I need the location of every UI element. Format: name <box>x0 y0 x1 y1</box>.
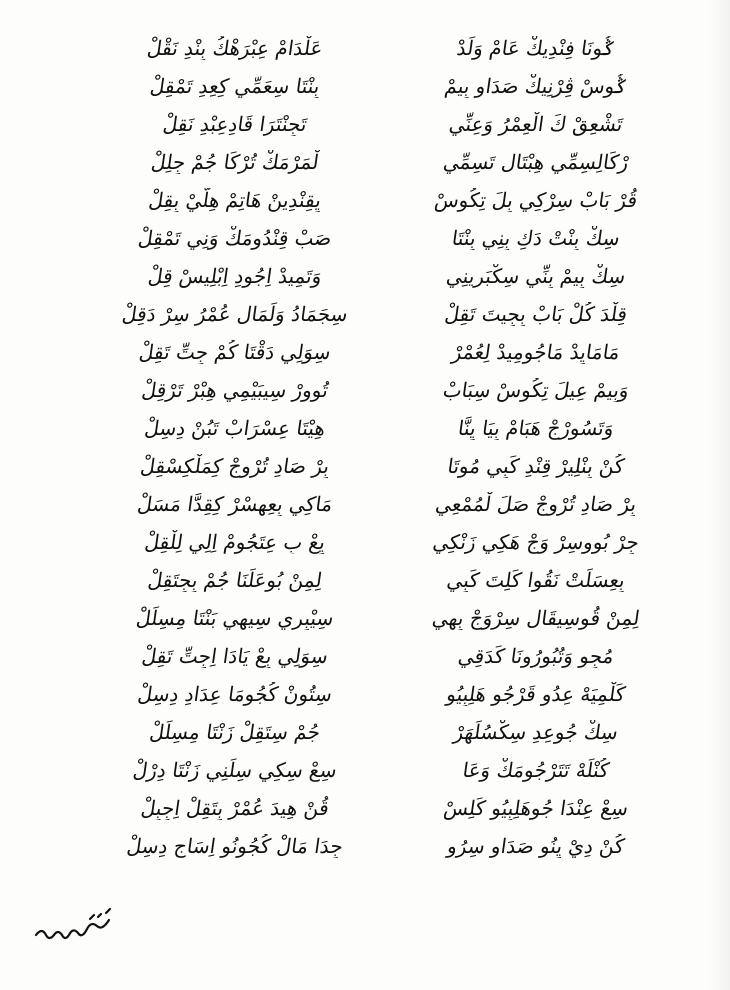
verse-2-right: ݣُوسْ ڤِرْنِيكْ صَدَاوِ بِيمْ <box>443 74 629 98</box>
verse-14-right: جِرْ بُووِسِرْ وَجْ هَكِي زَنْكِي <box>431 530 641 554</box>
verse-21-right: سِعْ عِنْدَا جُوهَلِبِيُو كَلِسْ <box>442 796 630 820</box>
verse-21-left: قُنْ هِيدَ عُمْرْ بِتَقِلْ اِجِبِلْ <box>139 796 331 820</box>
verse-10-right: وَبِيمْ عِيلَ تِكُوسْ سِبَابْ <box>441 378 631 402</box>
verse-5-left: يِقِنْدِينْ هَاتِمْ هِلَّيْ بِقِلْ <box>147 188 323 212</box>
verse-19-left: جُمْ سِتَقِلْ زَنْتَا مِسِلَلْ <box>148 720 322 744</box>
verse-2-left: بِنْتَا سِعَمِّي كِعِدِ تَمْقِلْ <box>148 74 322 98</box>
verse-6-left: صَبْ قِنْدُومَكْ وَنِي تَمْقِلْ <box>136 226 334 250</box>
verse-15-right: بِعِسَلَتْ نَقُوا كَلِتَ كَبِي <box>445 568 627 592</box>
verse-19-right: سِكْ جُوعِدِ سِكْسُلَهَرْ <box>452 720 620 744</box>
verse-13-left: مَاكِي بِعِهِسْرْ كِقِدَّا مَسَلْ <box>135 492 335 516</box>
verse-18-right: كَلْمِيَهْ عِدُو قَرْجُو هَلِبِيُو <box>445 682 627 706</box>
verse-3-right: تَشْعِقْ كَ الْعِمْرُ وَعِنِّي <box>447 112 625 136</box>
verse-12-left: بِرْ صَادِ تُرْوِجْ كِمَلْكِسْقِلْ <box>138 454 332 478</box>
verse-13-right: بِرْ صَادِ تُرْوِجْ صَلَ لْمُمْعِي <box>433 492 639 516</box>
verse-9-left: سِوَلِي دَقْتَا كُمْ جِتِّ تَقِلْ <box>137 340 333 364</box>
verse-1-left: عَلْدَامْ عِبْرَهْكُ بِنْدِ نَقْلْ <box>145 36 325 60</box>
handwritten-signature <box>28 905 133 955</box>
verse-16-left: سِيْبِرِي سِيهِي بَنْتَا مِسِلَلْ <box>134 606 336 630</box>
verse-12-right: كُنْ بِنْلِيرْ قِنْدِ كَبِي مُوتَا <box>446 454 626 478</box>
verse-14-left: يِعْ بِ عِتَجُومْ اِلِي لِلْقِلْ <box>143 530 327 554</box>
verse-22-right: كُنْ دِيْ يِنُو صَدَاوِ سِرُو <box>445 834 627 858</box>
verse-18-left: سِتُونْ كُجُومَا عِدَادِ دِسِلْ <box>136 682 334 706</box>
signature-mark <box>28 905 133 955</box>
verse-20-right: كُنْلَهْ تَتَرْجُومَكْ وَعَا <box>461 758 611 782</box>
verse-16-right: لِمِنْ قُوسِيقَالِ سِرْوَجْ بِهِي <box>430 606 642 630</box>
verse-9-right: مَامَايِدْ مَاجُومِيدْ لِعُمْرْ <box>450 340 622 364</box>
verse-17-right: مُجِو وَتُبُورُونَا كَدَقِي <box>456 644 616 668</box>
verse-8-left: سِجَمَادُ وَلَمَالِ عُمْرُ سِرْ دَقِلْ <box>120 302 350 326</box>
verse-3-left: تَجِنْتَرَا قَادِعِبْدِ نَقِلْ <box>161 112 309 136</box>
verse-6-right: سِكْ بِنْتْ دَكِ بِنِي بِنْتَا <box>450 226 622 250</box>
verse-17-left: سِوَلِي بِعْ يَادَا اِجِتِّ تَقِلْ <box>140 644 330 668</box>
verse-15-left: لِمِنْ بُوعَلَنَا جُمْ بِجِتَقِلْ <box>146 568 324 592</box>
verse-10-left: تُوورْ سِيبَيْمِي هِبْرْ تَرْقِلْ <box>140 378 330 402</box>
verse-20-left: سِعْ سِكِي سِلَنِي زَنْتَا دِرْلْ <box>131 758 339 782</box>
verse-22-left: جِدَا مَالْ كُجُونُو اِسَاجِ دِسِلْ <box>125 834 345 858</box>
verse-7-right: سِكْ بِيمْ بِنِّي سِكْبَرِينِي <box>444 264 628 288</box>
verse-11-right: وَتَسُورْجْ هَبَامْ بِيَا يِنَّا <box>456 416 616 440</box>
verse-8-right: قِلْدَ كُلْ بَابْ بِجِيتَ تَقِلْ <box>443 302 629 326</box>
verse-11-left: هِيْتَا عِسْرَابْ تَبُنْ دِسِلْ <box>143 416 327 440</box>
verse-4-left: لْمَرْمَكْ تُرْكَا جُمْ جِلِلْ <box>149 150 321 174</box>
verse-1-right: ݣُونَا فِنْدِيكْ عَامْ وَلَدْ <box>455 36 617 60</box>
verse-5-right: قُرْ بَابْ سِرْكِي بِلَ تِكُوسْ <box>433 188 639 212</box>
verse-7-left: وَتَمِيدْ اِجُودِ اِبْلِيسْ قِلْ <box>146 264 324 288</box>
verse-4-right: رْكَالِسِمِّي هِبْتَالِ تَسِمِّي <box>441 150 631 174</box>
